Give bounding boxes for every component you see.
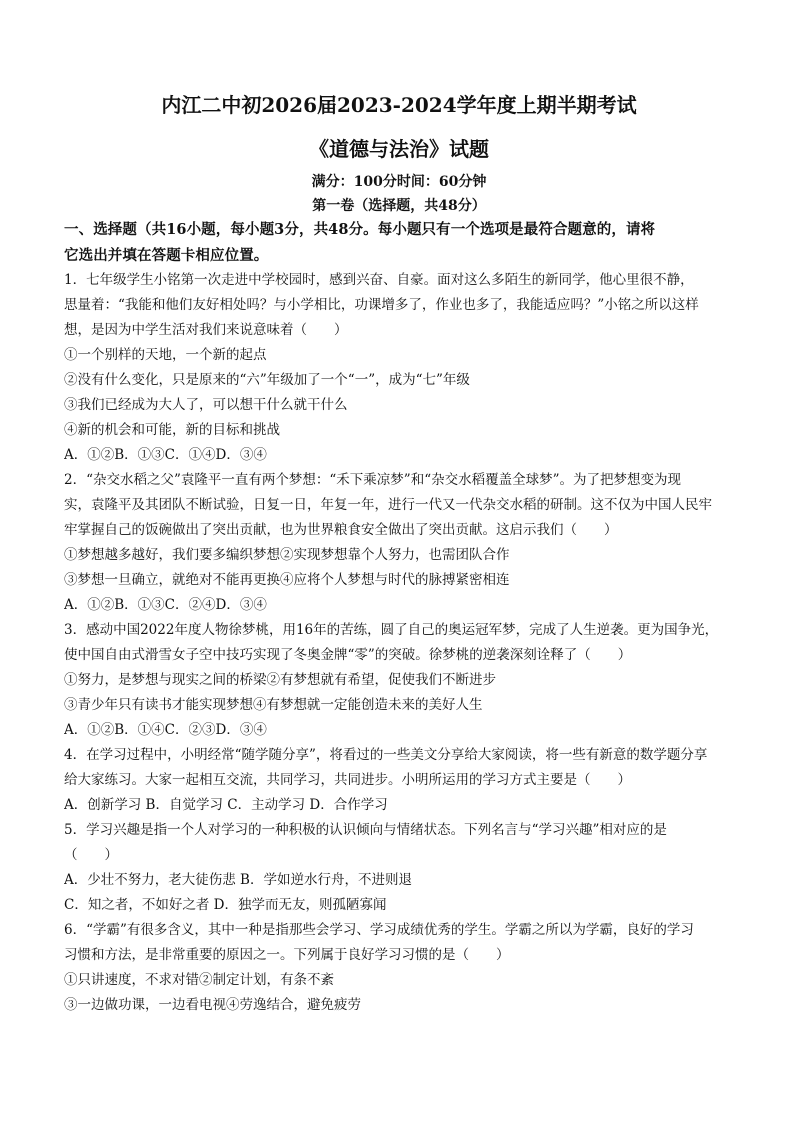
question-answer-choices: A．①②B．①③C．②④D．③④ — [64, 597, 267, 613]
question-answer-choices: A．①②B．①③C．①④D．③④ — [64, 447, 267, 463]
question-option-line: ③青少年只有读书才能实现梦想④有梦想就一定能创造未来的美好人生 — [64, 697, 483, 713]
section-heading-line-1: 一、选择题（共16小题，每小题3分，共48分。每小题只有一个选项是最符合题意的，请将 — [64, 221, 656, 238]
question-stem-line: 1．七年级学生小铭第一次走进中学校园时，感到兴奋、自豪。面对这么多陌生的新同学，他心里很不静， — [64, 272, 694, 288]
question-stem-line: 牢掌握自己的饭碗做出了突出贡献，也为世界粮食安全做出了突出贡献。这启示我们（ ） — [64, 522, 618, 538]
question-option-line: ①一个别样的天地，一个新的起点 — [64, 347, 267, 363]
question-option-line: ②没有什么变化，只是原来的“六”年级加了一个“一”，成为“七”年级 — [64, 372, 470, 388]
question-5 — [64, 818, 734, 918]
question-stem-line: 6．“学霸”有很多含义，其中一种是指那些会学习、学习成绩优秀的学生。学霸之所以为学霸，良好的学习 — [64, 922, 694, 938]
question-stem-line: （ ） — [64, 847, 118, 863]
question-2 — [64, 468, 734, 618]
question-stem-line: 想，是因为中学生活对我们来说意味着（ ） — [64, 322, 348, 338]
question-answer-choices: A．创新学习 B．自觉学习 C．主动学习 D．合作学习 — [64, 797, 388, 813]
question-stem-line: 5．学习兴趣是指一个人对学习的一种积极的认识倾向与情绪状态。下列名言与“学习兴趣”相对应的是 — [64, 822, 667, 838]
question-option-line: ③一边做功课，一边看电视④劳逸结合，避免疲劳 — [64, 997, 361, 1013]
question-option-line: ③我们已经成为大人了，可以想干什么就干什么 — [64, 397, 348, 413]
question-3 — [64, 618, 734, 743]
exam-title: 内江二中初2026届2023-2024学年度上期半期考试 — [161, 93, 637, 117]
question-answer-choices: C．知之者，不如好之者 D．独学而无友，则孤陋寡闻 — [64, 897, 387, 913]
question-stem-line: 使中国自由式滑雪女子空中技巧实现了冬奥金牌“零”的突破。徐梦桃的逆袭深刻诠释了（ ） — [64, 647, 632, 663]
question-stem-line: 给大家练习。大家一起相互交流，共同学习，共同进步。小明所运用的学习方式主要是（ ） — [64, 772, 631, 788]
part-title: 第一卷（选择题，共48分） — [312, 198, 486, 214]
question-option-line: ④新的机会和可能，新的目标和挑战 — [64, 422, 280, 438]
question-answer-choices: A．①②B．①④C．②③D．③④ — [64, 722, 267, 738]
question-stem-line: 3．感动中国2022年度人物徐梦桃，用16年的苦练，圆了自己的奥运冠军梦，完成了人生逆袭。更为国争光， — [64, 622, 719, 638]
question-stem-line: 4．在学习过程中，小明经常“随学随分享”，将看过的一些美文分享给大家阅读，将一些有新意的数学题分享 — [64, 747, 708, 763]
question-stem-line: 实，袁隆平及其团队不断试验，日复一日，年复一年，进行一代又一代杂交水稻的研制。这不仅为中国人民牢 — [64, 497, 712, 513]
question-4 — [64, 743, 734, 818]
question-stem-line: 习惯和方法，是非常重要的原因之一。下列属于良好学习习惯的是（ ） — [64, 947, 510, 963]
question-1 — [64, 268, 734, 468]
question-option-line: ①只讲速度，不求对错②制定计划，有条不紊 — [64, 972, 334, 988]
question-option-line: ③梦想一旦确立，就绝对不能再更换④应将个人梦想与时代的脉搏紧密相连 — [64, 572, 510, 588]
question-option-line: ①梦想越多越好，我们要多编织梦想②实现梦想靠个人努力，也需团队合作 — [64, 547, 510, 563]
section-heading-line-2: 它选出并填在答题卡相应位置。 — [64, 247, 269, 264]
score-time: 满分：100分时间：60分钟 — [311, 174, 487, 190]
question-6 — [64, 918, 734, 1018]
subject-title: 《道德与法治》试题 — [309, 137, 489, 161]
question-answer-choices: A．少壮不努力，老大徒伤悲 B．学如逆水行舟，不进则退 — [64, 872, 412, 888]
question-stem-line: 2．“杂交水稻之父”袁隆平一直有两个梦想：“禾下乘凉梦”和“杂交水稻覆盖全球梦”。为了把梦想变为现 — [64, 472, 681, 488]
question-stem-line: 思量着：“我能和他们友好相处吗？与小学相比，功课增多了，作业也多了，我能适应吗？”小铭之所以这样 — [64, 297, 699, 313]
question-option-line: ①努力，是梦想与现实之间的桥梁②有梦想就有希望，促使我们不断进步 — [64, 672, 496, 688]
